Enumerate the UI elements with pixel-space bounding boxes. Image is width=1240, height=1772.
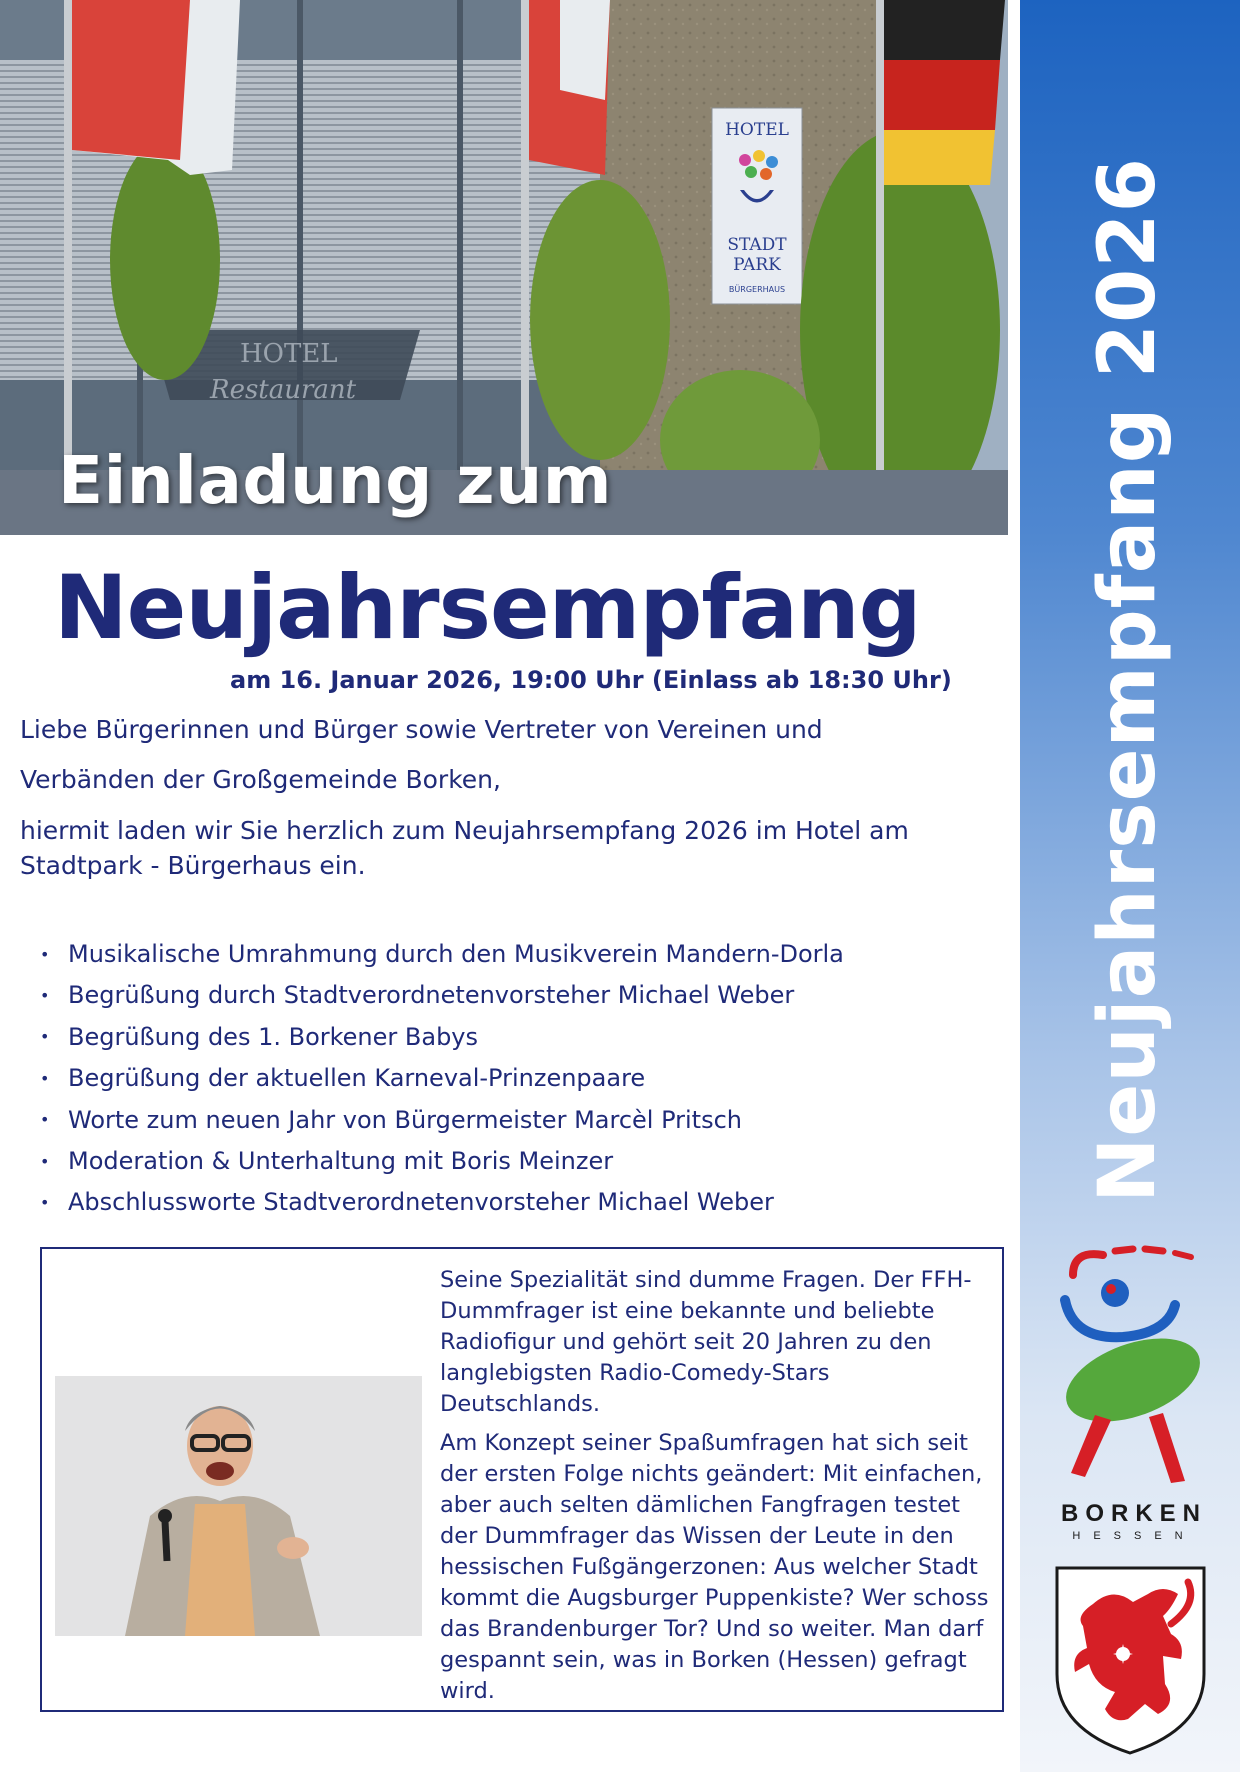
program-item: • Moderation & Unterhaltung mit Boris Meinzer [40, 1141, 980, 1182]
guest-info-box [40, 1247, 1004, 1712]
bio-paragraph-1: Seine Spezialität sind dumme Fragen. Der FFH-Dummfrager ist eine bekannte und beliebte Radiofigur und gehört seit 20 Jahren zu den langlebigsten Radio-Comedy-Stars Deutschlands. [440, 1267, 972, 1417]
guest-photo [55, 1376, 422, 1636]
event-title: Neujahrsempfang [54, 556, 921, 659]
program-item: • Worte zum neuen Jahr von Bürgermeister Marcèl Pritsch [40, 1100, 980, 1141]
guest-portrait [55, 1376, 422, 1636]
canopy-restaurant-text: Restaurant [210, 375, 357, 405]
bullet-icon: • [40, 1110, 50, 1130]
program-list [40, 934, 980, 1224]
bullet-icon: • [40, 1151, 50, 1171]
intro-line-2: Verbänden der Großgemeinde Borken, [20, 765, 501, 794]
intro-text [20, 705, 980, 883]
header-photo [0, 0, 1008, 535]
guest-bio [440, 1265, 995, 1715]
coat-of-arms-icon [1053, 1564, 1208, 1757]
intro-paragraph: hiermit laden wir Sie herzlich zum Neujahrsempfang 2026 im Hotel am Stadtpark - Bürgerhaus ein. [20, 816, 909, 880]
program-item: • Begrüßung der aktuellen Karneval-Prinzenpaare [40, 1058, 980, 1099]
bullet-icon: • [40, 1068, 50, 1088]
bullet-icon: • [40, 1192, 50, 1212]
sign-park-text: PARK [733, 255, 781, 275]
bullet-icon: • [40, 985, 50, 1005]
borken-logo-icon [1053, 1245, 1213, 1490]
logo-borken-text: BORKEN [1060, 1500, 1207, 1527]
sidebar-title: Neujahrsempfang 2026 [1083, 157, 1173, 1203]
bio-paragraph-2: Am Konzept seiner Spaßumfragen hat sich seit der ersten Folge nichts geändert: Mit einfachen, aber auch selten dämlichen Fangfragen testet der Dummfrager das Wissen der Leute in den hessischen Fußgängerzonen: Aus welcher Stadt kommt die Augsburger Puppenkiste? Wer schoss das Brandenburger Tor? Und so weiter. Man darf gespannt sein, was in Borken (Hessen) gefragt wird. [440, 1430, 989, 1704]
sign-buergerhaus-text: BÜRGERHAUS [728, 285, 786, 294]
program-item: • Begrüßung des 1. Borkener Babys [40, 1017, 980, 1058]
logo-hessen-text: HESSEN [1072, 1530, 1196, 1542]
hero-title: Einladung zum [58, 442, 612, 519]
program-item: • Begrüßung durch Stadtverordnetenvorsteher Michael Weber [40, 975, 980, 1016]
intro-line-1: Liebe Bürgerinnen und Bürger sowie Vertreter von Vereinen und [20, 715, 823, 744]
program-item: • Musikalische Umrahmung durch den Musikverein Mandern-Dorla [40, 934, 980, 975]
event-date: am 16. Januar 2026, 19:00 Uhr (Einlass ab 18:30 Uhr) [230, 666, 952, 694]
bullet-icon: • [40, 1027, 50, 1047]
canopy-hotel-text: HOTEL [240, 339, 338, 369]
program-item: • Abschlussworte Stadtverordnetenvorsteher Michael Weber [40, 1182, 980, 1223]
bullet-icon: • [40, 944, 50, 964]
sign-hotel-text: HOTEL [725, 120, 789, 140]
sign-stadt-text: STADT [727, 235, 787, 255]
